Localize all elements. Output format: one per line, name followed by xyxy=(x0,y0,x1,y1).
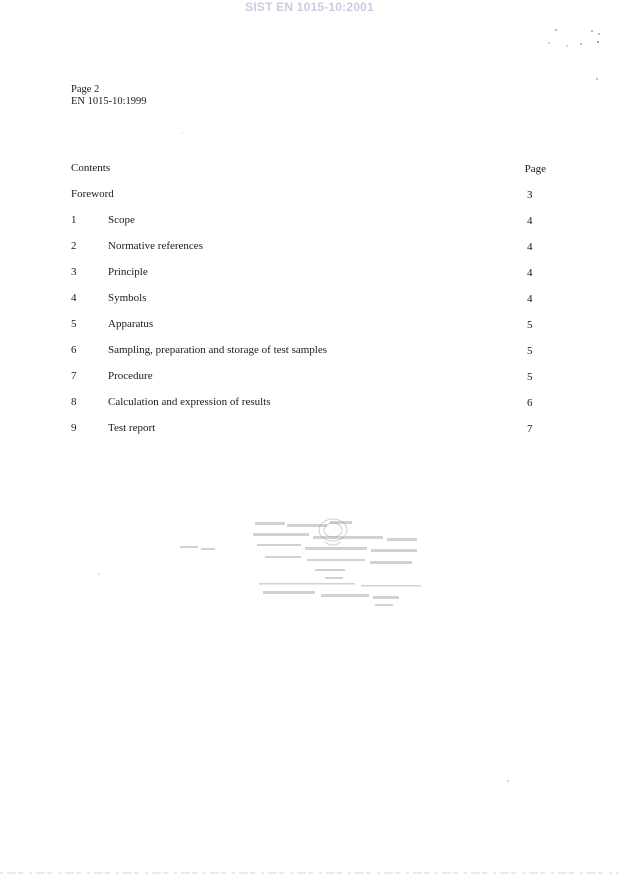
toc-entry-title: Symbols xyxy=(108,292,147,304)
toc-entry-number: 6 xyxy=(71,344,77,356)
toc-entry-number: 4 xyxy=(71,292,77,304)
toc-entry-number: 9 xyxy=(71,422,77,434)
toc-entry-number: 5 xyxy=(71,318,77,330)
page-bottom-edge xyxy=(0,872,619,874)
toc-entry-page: 3 xyxy=(527,189,533,201)
page-column-heading: Page xyxy=(524,163,546,175)
toc-entry-title: Scope xyxy=(108,214,135,226)
toc-row-apparatus[interactable] xyxy=(71,317,546,343)
toc-entry-title: Principle xyxy=(108,266,148,278)
toc-entry-title: Procedure xyxy=(108,370,153,382)
toc-entry-title: Test report xyxy=(108,422,156,434)
toc-entry-page: 4 xyxy=(527,241,533,253)
toc-row-calculation[interactable] xyxy=(71,395,546,421)
page-number-label: Page 2 xyxy=(71,84,100,95)
toc-entry-number: 8 xyxy=(71,396,77,408)
toc-entry-title: Apparatus xyxy=(108,318,154,330)
toc-entry-page: 5 xyxy=(527,371,533,383)
toc-row-test-report[interactable] xyxy=(71,421,546,447)
toc-entry-number: 2 xyxy=(71,240,77,252)
contents-heading-row xyxy=(71,162,546,176)
toc-entry-page: 7 xyxy=(527,423,533,435)
toc-entry-title: Normative references xyxy=(108,240,203,252)
toc-entry-page: 5 xyxy=(527,319,533,331)
toc-entry-number: 7 xyxy=(71,370,77,382)
standard-reference: EN 1015-10:1999 xyxy=(71,96,147,107)
contents-heading: Contents xyxy=(71,162,111,174)
page-header xyxy=(71,84,147,108)
toc-row-normative-references[interactable] xyxy=(71,239,546,265)
toc-entry-page: 5 xyxy=(527,345,533,357)
toc-row-foreword[interactable] xyxy=(71,187,546,213)
faded-stamp-imprint xyxy=(175,518,425,613)
watermark: SIST EN 1015-10:2001 xyxy=(245,0,374,14)
toc-row-sampling[interactable] xyxy=(71,343,546,369)
toc-entry-title: Calculation and expression of results xyxy=(108,396,271,408)
toc-row-procedure[interactable] xyxy=(71,369,546,395)
toc-entry-page: 4 xyxy=(527,293,533,305)
toc-entry-number: 3 xyxy=(71,266,77,278)
toc-entry-title: Sampling, preparation and storage of test samples xyxy=(108,344,328,356)
toc-entry-page: 6 xyxy=(527,397,533,409)
toc-row-principle[interactable] xyxy=(71,265,546,291)
toc-row-symbols[interactable] xyxy=(71,291,546,317)
toc-entry-page: 4 xyxy=(527,267,533,279)
toc-entry-number: 1 xyxy=(71,214,77,226)
toc-row-scope[interactable] xyxy=(71,213,546,239)
table-of-contents xyxy=(71,187,546,447)
toc-entry-page: 4 xyxy=(527,215,533,227)
toc-entry-title: Foreword xyxy=(71,188,114,200)
